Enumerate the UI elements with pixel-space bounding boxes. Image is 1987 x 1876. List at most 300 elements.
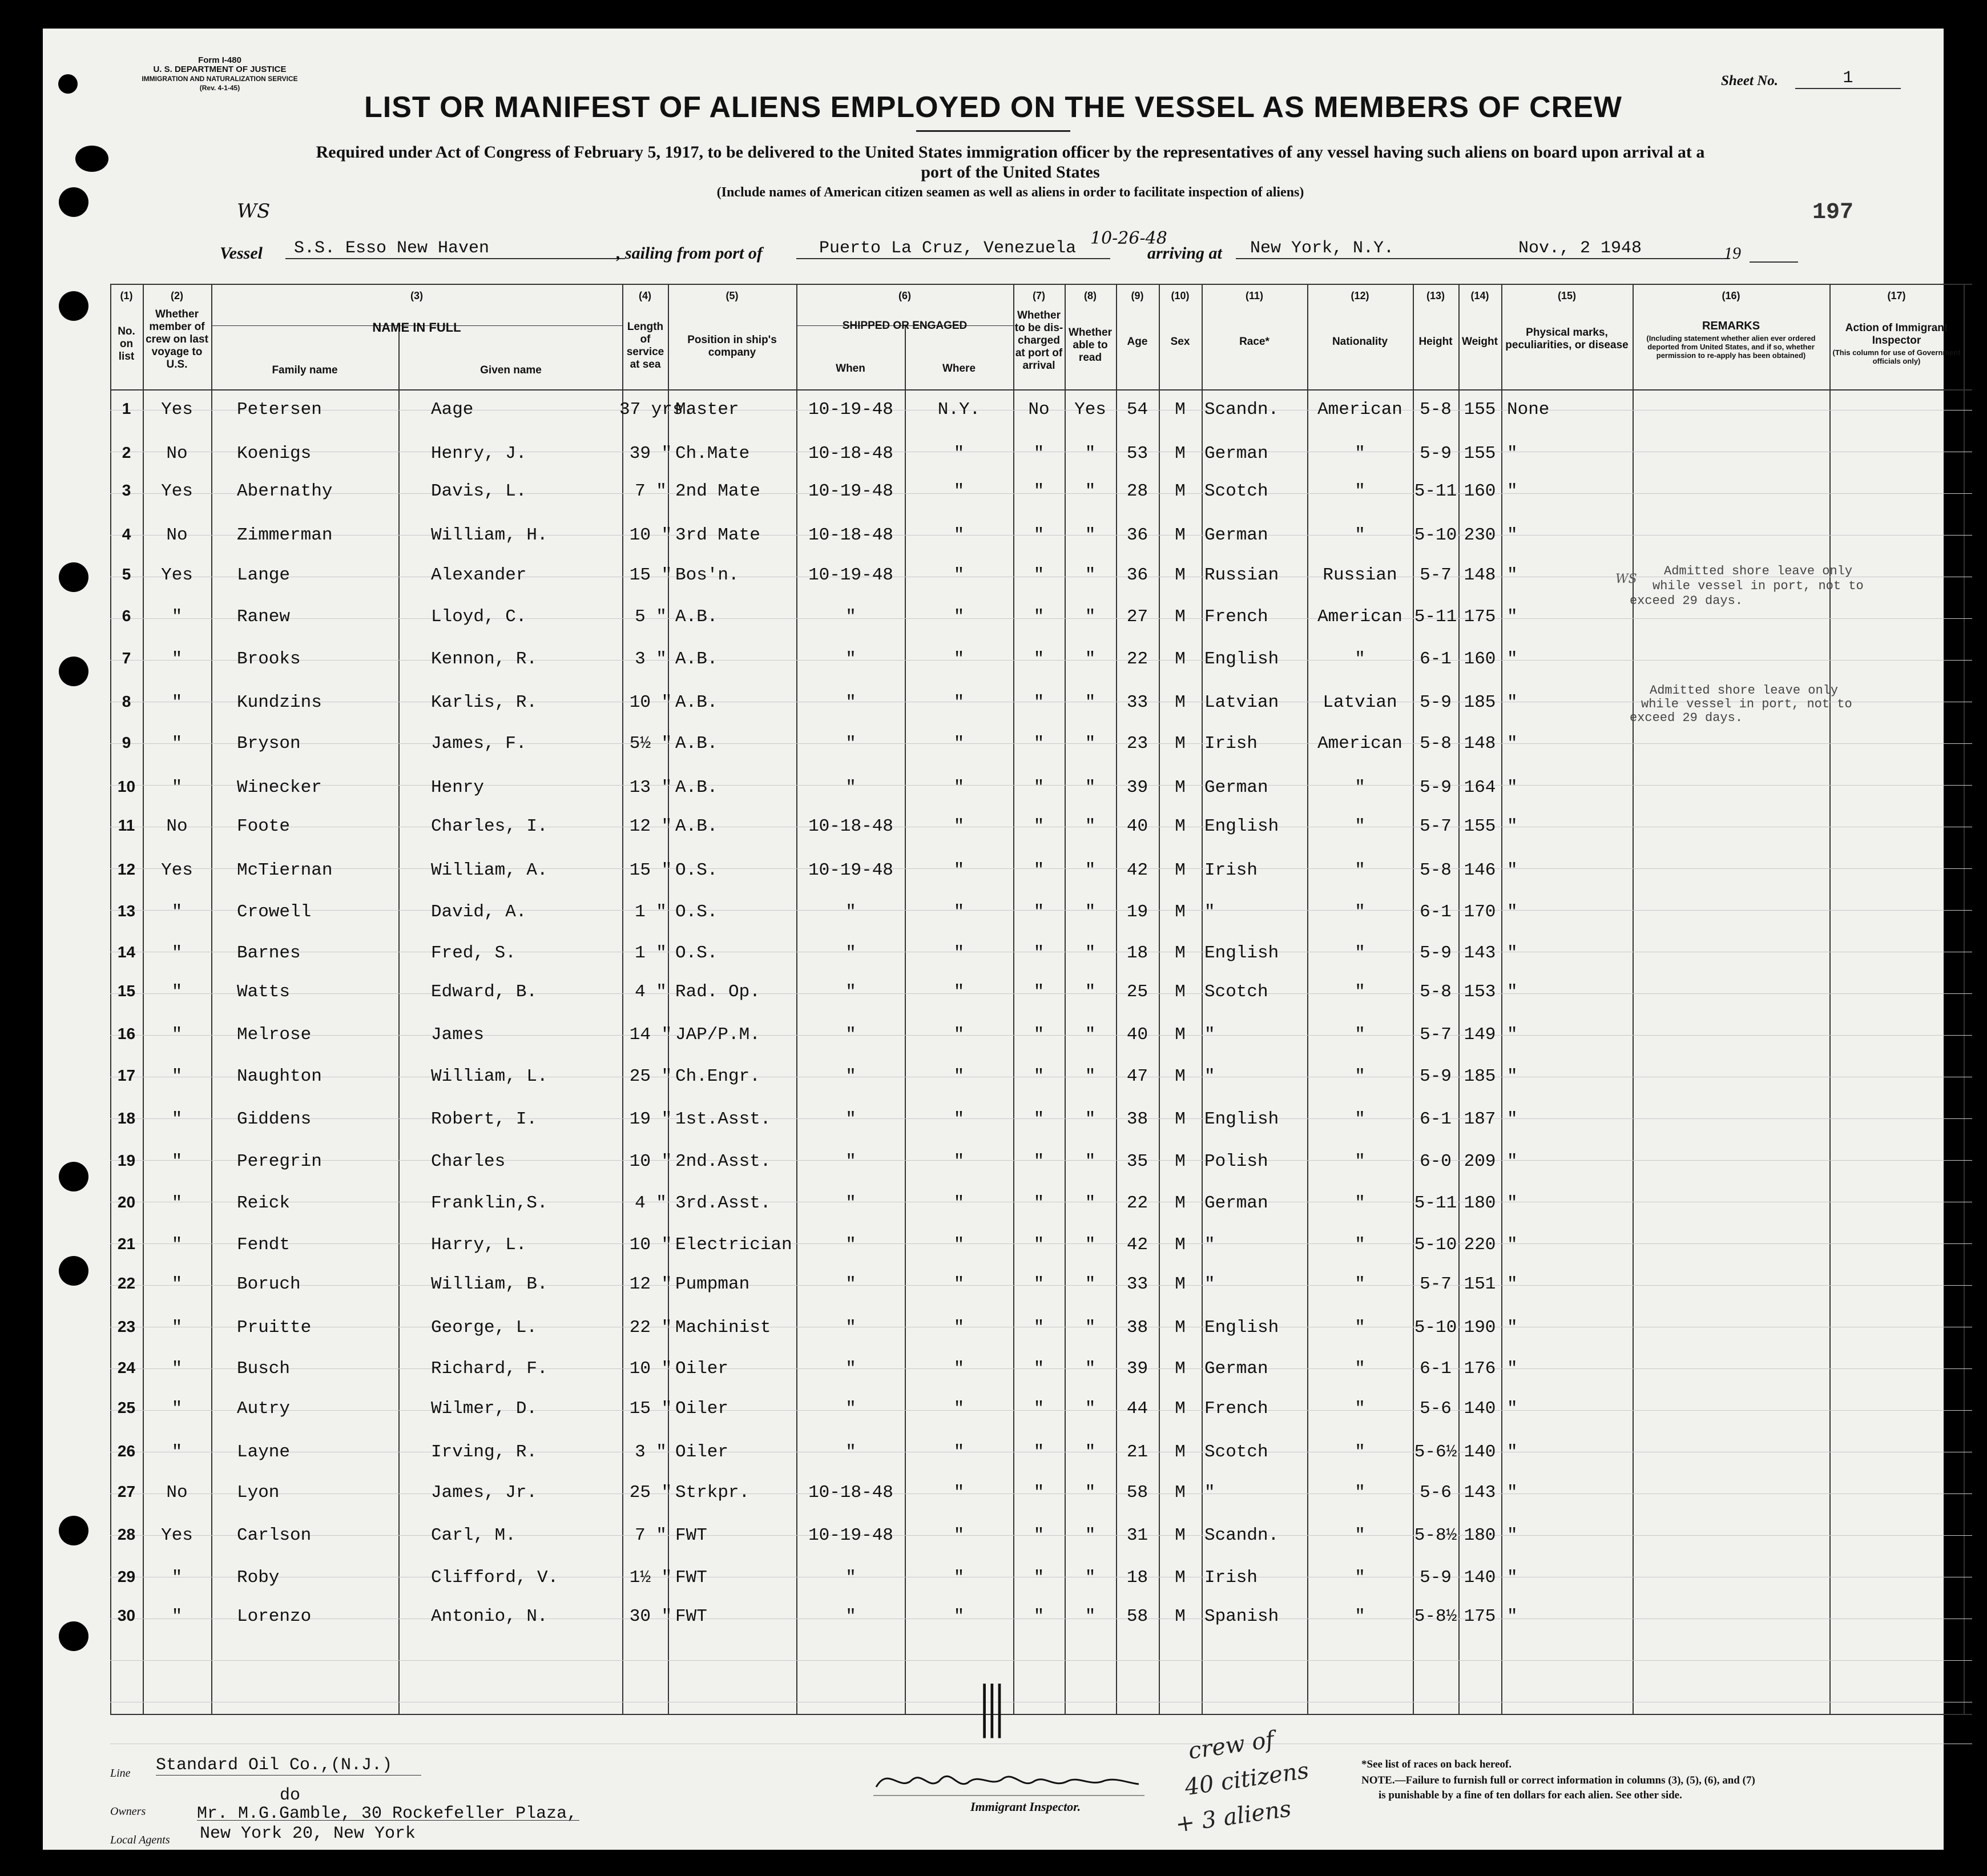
col-header-given-name: Given name [480,364,542,376]
cell-given: Richard, F. [431,1359,548,1379]
cell-disch: No [1028,400,1050,420]
cell-disch: " [1033,607,1045,627]
cell-age: 58 [1126,1607,1148,1627]
form-dept: U. S. DEPARTMENT OF JUSTICE [153,65,287,74]
col-header-nationality: Nationality [1332,336,1388,348]
cell-family: Brooks [237,649,301,669]
cell-read: " [1085,982,1096,1002]
cell-no: 4 [122,525,131,543]
cell-weight: 180 [1464,1193,1496,1213]
cell-age: 38 [1126,1109,1148,1129]
cell-read: " [1085,1568,1096,1588]
remarks-line: while vessel in port, not to [1653,579,1864,593]
voyage-initials: WS [237,200,271,223]
cell-age: 47 [1126,1066,1148,1086]
cell-height: 5-6 [1420,1483,1452,1503]
cell-when: " [845,1193,856,1213]
cell-read: " [1085,1442,1096,1462]
cell-prev: No [166,816,188,836]
table-row [43,607,1944,648]
cell-weight: 155 [1464,444,1496,464]
cell-disch: " [1033,1442,1045,1462]
cell-marks: " [1507,982,1518,1002]
cell-service: 13 " [629,778,672,798]
cell-disch: " [1033,525,1045,545]
cell-sex: M [1175,1568,1186,1588]
cell-race: French [1204,1399,1268,1419]
cell-family: Roby [237,1568,280,1588]
cell-service: 39 " [629,444,672,464]
cell-nat: " [1355,1025,1365,1045]
cell-race: " [1204,1235,1215,1255]
cell-sex: M [1175,860,1186,880]
cell-age: 39 [1126,778,1148,798]
cell-where: " [953,565,965,585]
cell-service: 1½ " [629,1568,672,1588]
cell-when: " [845,902,856,922]
cell-race: English [1204,1109,1279,1129]
cell-given: William, B. [431,1274,548,1294]
cell-sex: M [1175,444,1186,464]
cell-race: Irish [1204,1568,1258,1588]
cell-service: 14 " [629,1025,672,1045]
cell-disch: " [1033,1483,1045,1503]
cell-given: David, A. [431,902,527,922]
crew-note-line: crew of [1186,1726,1276,1765]
col-number: (7) [1033,290,1045,301]
cell-no: 22 [117,1274,136,1292]
cell-no: 8 [122,693,131,710]
cell-prev: Yes [161,860,193,880]
cell-weight: 160 [1464,649,1496,669]
cell-where: " [953,607,965,627]
col-number: (8) [1084,290,1097,301]
cell-position: Ch.Mate [675,444,750,464]
cell-position: FWT [675,1525,707,1545]
col-header-height: Height [1418,336,1453,348]
cell-position: A.B. [675,816,718,836]
line-value: Standard Oil Co.,(N.J.) [156,1756,421,1776]
remarks-line: exceed 29 days. [1630,711,1743,725]
cell-family: Naughton [237,1066,322,1086]
cell-disch: " [1033,1525,1045,1545]
col-header-where: Where [942,363,976,375]
cell-when: 10-19-48 [808,565,893,585]
cell-marks: " [1507,1607,1518,1627]
cell-when: 10-18-48 [808,816,893,836]
cell-marks: " [1507,1274,1518,1294]
cell-family: Reick [237,1193,291,1213]
cell-given: Alexander [431,565,527,585]
table-header-border [110,389,1972,391]
cell-family: Busch [237,1359,291,1379]
cell-where: " [953,1568,965,1588]
cell-weight: 185 [1464,693,1496,712]
cell-disch: " [1033,1235,1045,1255]
cell-prev: " [171,1318,183,1338]
cell-sex: M [1175,1235,1186,1255]
cell-given: Harry, L. [431,1235,527,1255]
cell-read: " [1085,1359,1096,1379]
handwritten-crew-note [1163,1718,1316,1842]
cell-weight: 170 [1464,902,1496,922]
cell-height: 5-11 [1414,481,1457,501]
cell-where: " [953,943,965,963]
table-row [43,778,1944,819]
cell-service: 37 yrs. [619,400,694,420]
cell-where: " [953,649,965,669]
cell-disch: " [1033,444,1045,464]
cell-no: 12 [117,860,136,878]
cell-age: 19 [1126,902,1148,922]
cell-when: " [845,693,856,712]
cell-disch: " [1033,565,1045,585]
cell-race: Russian [1204,565,1279,585]
cell-where: " [953,1483,965,1503]
subtitle-line2: port of the United States [921,163,1100,182]
cell-family: Autry [237,1399,291,1419]
cell-age: 39 [1126,1359,1148,1379]
cell-family: Petersen [237,400,322,420]
cell-weight: 149 [1464,1025,1496,1045]
cell-nat: " [1355,1607,1365,1627]
table-row [43,1399,1944,1440]
cell-prev: " [171,778,183,798]
remarks-stamp-row8 [1630,684,1852,725]
cell-when: " [845,1359,856,1379]
cell-weight: 148 [1464,734,1496,754]
signature-scribble [870,1756,1156,1801]
cell-race: Scandn. [1204,400,1279,420]
cell-sex: M [1175,902,1186,922]
cell-marks: " [1507,1525,1518,1545]
cell-read: " [1085,693,1096,712]
cell-family: Zimmerman [237,525,333,545]
cell-marks: None [1507,400,1550,420]
cell-service: 7 " [635,1525,667,1545]
cell-read: Yes [1074,400,1106,420]
cell-race: German [1204,778,1268,798]
cell-where: " [953,1274,965,1294]
col-header-remarks-note: (Including statement whether alien ever ordered deported from United States, and if so, whether permission to re-apply has been obtained) [1646,334,1816,360]
col-header-race: Race* [1239,336,1269,348]
cell-prev: " [171,1442,183,1462]
cell-disch: " [1033,982,1045,1002]
cell-sex: M [1175,1318,1186,1338]
cell-height: 5-8 [1420,860,1452,880]
tally-marks: ||| [979,1676,1002,1738]
cell-sex: M [1175,1483,1186,1503]
cell-service: 19 " [629,1109,672,1129]
col-header-no: No. on list [118,325,135,363]
table-row [43,1607,1944,1648]
cell-marks: " [1507,1568,1518,1588]
cell-race: " [1204,1274,1215,1294]
cell-position: Pumpman [675,1274,750,1294]
cell-marks: " [1507,607,1518,627]
cell-prev: Yes [161,1525,193,1545]
table-row [43,525,1944,566]
cell-prev: " [171,1399,183,1419]
cell-service: 15 " [629,1399,672,1419]
cell-service: 10 " [629,525,672,545]
cell-service: 15 " [629,860,672,880]
cell-family: Ranew [237,607,291,627]
cell-family: Pruitte [237,1318,312,1338]
table-row [43,902,1944,943]
subtitle-line3: (Include names of American citizen seamen as well as aliens in order to facilitate inspection of aliens) [716,185,1304,200]
cell-nat: " [1355,649,1365,669]
cell-sex: M [1175,982,1186,1002]
cell-race: " [1204,1025,1215,1045]
cell-nat: " [1355,1442,1365,1462]
cell-given: Antonio, N. [431,1607,548,1627]
cell-service: 12 " [629,816,672,836]
cell-age: 42 [1126,1235,1148,1255]
cell-weight: 155 [1464,816,1496,836]
col-number: (5) [726,290,739,301]
cell-prev: " [171,1235,183,1255]
cell-height: 5-11 [1414,607,1457,627]
cell-no: 20 [117,1193,136,1211]
cell-where: " [953,1607,965,1627]
cell-weight: 155 [1464,400,1496,420]
cell-nat: " [1355,481,1365,501]
cell-nat: " [1355,1274,1365,1294]
cell-disch: " [1033,778,1045,798]
cell-disch: " [1033,734,1045,754]
cell-marks: " [1507,444,1518,464]
cell-weight: 143 [1464,1483,1496,1503]
form-rev: (Rev. 4-1-45) [199,84,240,92]
cell-service: 5½ " [629,734,672,754]
cell-position: Strkpr. [675,1483,750,1503]
cell-no: 21 [117,1235,136,1253]
cell-age: 40 [1126,1025,1148,1045]
cell-prev: Yes [161,400,193,420]
table-row [43,1568,1944,1609]
cell-read: " [1085,1483,1096,1503]
table-row [43,400,1944,441]
cell-when: 10-18-48 [808,444,893,464]
cell-where: " [953,444,965,464]
cell-where: " [953,778,965,798]
table-row [43,1442,1944,1483]
cell-family: Layne [237,1442,291,1462]
cell-weight: 164 [1464,778,1496,798]
cell-prev: " [171,1274,183,1294]
cell-family: Giddens [237,1109,312,1129]
cell-race: German [1204,1359,1268,1379]
cell-when: " [845,1274,856,1294]
table-row [43,816,1944,858]
cell-when: " [845,1399,856,1419]
owners-value: do [280,1786,301,1805]
cell-race: French [1204,607,1268,627]
cell-marks: " [1507,565,1518,585]
cell-weight: 175 [1464,1607,1496,1627]
cell-age: 44 [1126,1399,1148,1419]
cell-no: 3 [122,481,131,499]
cell-family: Fendt [237,1235,291,1255]
cell-position: 3rd.Asst. [675,1193,771,1213]
cell-family: Watts [237,982,291,1002]
vessel-name: S.S. Esso New Haven [285,239,625,259]
col-number: (12) [1351,290,1369,301]
cell-position: A.B. [675,607,718,627]
cell-age: 54 [1126,400,1148,420]
col-number: (13) [1426,290,1445,301]
cell-given: James [431,1025,485,1045]
cell-position: Oiler [675,1399,729,1419]
table-row [43,860,1944,901]
col-header-remarks: REMARKS [1702,320,1760,332]
cell-service: 25 " [629,1483,672,1503]
cell-age: 36 [1126,565,1148,585]
cell-no: 11 [118,816,135,834]
cell-family: McTiernan [237,860,333,880]
col-header-age: Age [1127,336,1148,348]
cell-service: 4 " [635,982,667,1002]
cell-nat: " [1355,1066,1365,1086]
cell-service: 10 " [629,1152,672,1172]
cell-race: German [1204,1193,1268,1213]
cell-position: JAP/P.M. [675,1025,760,1045]
cell-no: 9 [122,734,131,751]
line-label: Line [110,1767,131,1780]
cell-sex: M [1175,649,1186,669]
cell-weight: 209 [1464,1152,1496,1172]
arrival-port: New York, N.Y. [1236,239,1510,259]
table-row [43,1235,1944,1276]
col-header-read: Whether able to read [1069,327,1112,364]
cell-marks: " [1507,902,1518,922]
table-row [43,1152,1944,1193]
cell-position: A.B. [675,778,718,798]
col-header-inspector-note: (This column for use of Government officials only) [1832,348,1961,365]
cell-where: " [953,1235,965,1255]
sheet-label: Sheet No. [1721,73,1778,88]
cell-height: 6-1 [1420,902,1452,922]
title-underline [916,130,1070,132]
cell-given: Edward, B. [431,982,538,1002]
cell-when: " [845,1152,856,1172]
cell-service: 1 " [635,902,667,922]
cell-prev: " [171,649,183,669]
col-number: (4) [639,290,651,301]
cell-height: 5-9 [1420,1568,1452,1588]
cell-disch: " [1033,693,1045,712]
cell-position: A.B. [675,649,718,669]
cell-race: Scotch [1204,1442,1268,1462]
cell-height: 6-1 [1420,1359,1452,1379]
cell-service: 5 " [635,607,667,627]
cell-race: Spanish [1204,1607,1279,1627]
cell-family: Winecker [237,778,322,798]
cell-race: Irish [1204,860,1258,880]
cell-race: English [1204,816,1279,836]
cell-position: Oiler [675,1359,729,1379]
cell-given: Henry, J. [431,444,527,464]
cell-sex: M [1175,565,1186,585]
cell-prev: " [171,1359,183,1379]
col-header-service: Length of service at sea [626,321,664,371]
cell-marks: " [1507,1399,1518,1419]
cell-marks: " [1507,860,1518,880]
remarks-line: Admitted shore leave only [1664,564,1853,578]
cell-no: 15 [117,982,136,1000]
cell-height: 5-8 [1420,734,1452,754]
cell-marks: " [1507,778,1518,798]
cell-age: 28 [1126,481,1148,501]
table-row [43,1274,1944,1315]
cell-read: " [1085,1318,1096,1338]
table-row [43,982,1944,1023]
cell-read: " [1085,649,1096,669]
cell-when: " [845,1109,856,1129]
cell-marks: " [1507,1442,1518,1462]
cell-prev: " [171,1025,183,1045]
cell-nat: " [1355,778,1365,798]
cell-when: " [845,1442,856,1462]
cell-no: 13 [117,902,136,920]
cell-given: Robert, I. [431,1109,538,1129]
cell-sex: M [1175,816,1186,836]
cell-family: Melrose [237,1025,312,1045]
cell-given: Charles, I. [431,816,548,836]
cell-height: 6-1 [1420,1109,1452,1129]
cell-disch: " [1033,902,1045,922]
cell-position: Master [675,400,739,420]
cell-marks: " [1507,649,1518,669]
col-header-sex: Sex [1170,336,1190,348]
cell-race: " [1204,1483,1215,1503]
agents-label: Local Agents [110,1834,170,1846]
form-service: IMMIGRATION AND NATURALIZATION SERVICE [142,75,298,83]
cell-marks: " [1507,1066,1518,1086]
cell-when: " [845,607,856,627]
cell-disch: " [1033,1399,1045,1419]
cell-marks: " [1507,1109,1518,1129]
cell-prev: " [171,734,183,754]
cell-sex: M [1175,1152,1186,1172]
cell-sex: M [1175,1399,1186,1419]
arrival-date: Nov., 2 1948 [1510,239,1730,259]
col-number: (17) [1887,290,1906,301]
cell-read: " [1085,607,1096,627]
remarks-stamp-row5 [1630,564,1864,609]
cell-given: Wilmer, D. [431,1399,538,1419]
cell-service: 30 " [629,1607,672,1627]
cell-marks: " [1507,1235,1518,1255]
cell-position: A.B. [675,734,718,754]
cell-no: 25 [117,1399,136,1416]
cell-prev: " [171,1607,183,1627]
cell-race: German [1204,525,1268,545]
cell-read: " [1085,860,1096,880]
cell-age: 40 [1126,816,1148,836]
cell-age: 33 [1126,1274,1148,1294]
cell-height: 5-8½ [1414,1607,1457,1627]
col-header-previous-voyage: Whether member of crew on last voyage to U.S. [146,308,208,371]
table-row [43,481,1944,522]
cell-read: " [1085,525,1096,545]
cell-weight: 187 [1464,1109,1496,1129]
cell-disch: " [1033,1274,1045,1294]
cell-given: Lloyd, C. [431,607,527,627]
cell-given: George, L. [431,1318,538,1338]
sheet-number: 1 [1795,69,1901,89]
